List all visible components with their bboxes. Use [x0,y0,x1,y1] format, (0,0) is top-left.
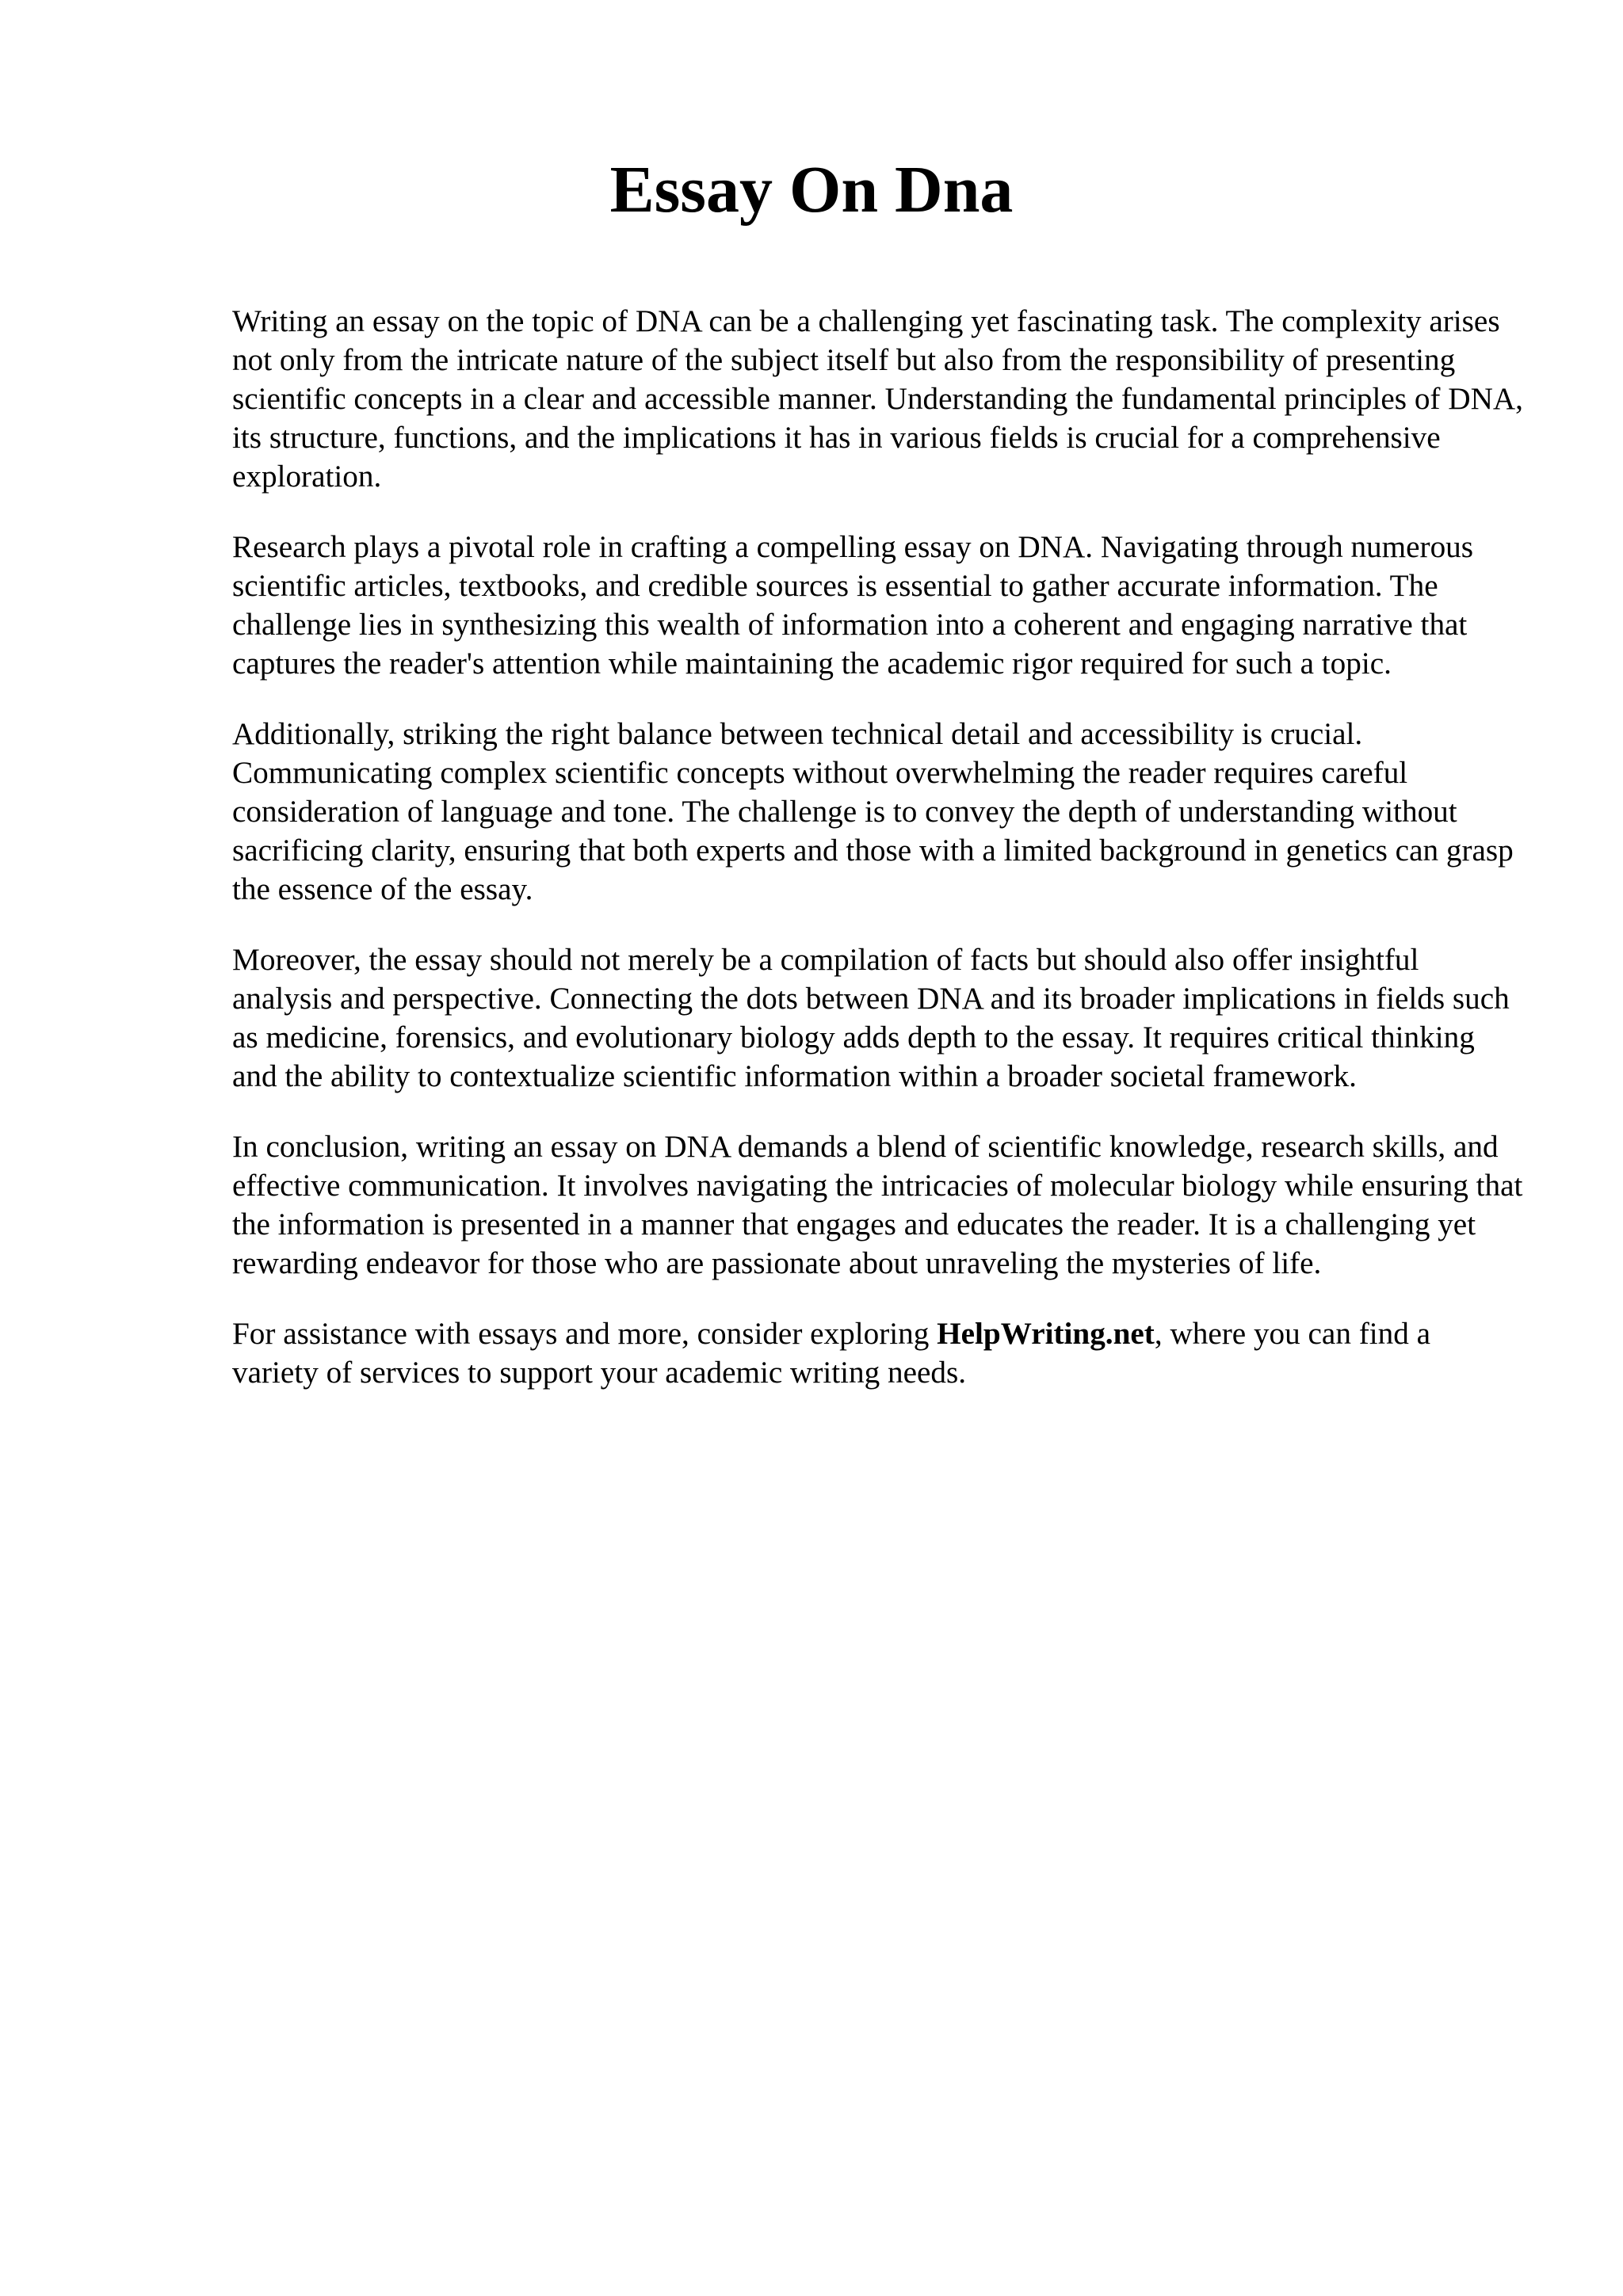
paragraph-1: Writing an essay on the topic of DNA can be a challenging yet fascinating task. The complexity arises not only from the intricate nature of the subject itself but also from the responsibility of presenting scientific concepts in a clear and accessible manner. Understanding the fundamental principles of DNA, its structure, functions, and the implications it has in various fields is crucial for a comprehensive exploration. [232,304,1523,494]
paragraph-4: Moreover, the essay should not merely be a compilation of facts but should also offer insightful analysis and perspective. Connecting the dots between DNA and its broader implications in fields such as medicine, forensics, and evolutionary biology adds depth to the essay. It requires critical thinking and the ability to contextualize scientific information within a broader societal framework. [232,943,1510,1093]
paragraph-3: Additionally, striking the right balance between technical detail and accessibility is crucial. Communicating complex scientific concepts without overwhelming the reader requires careful consideration of language and tone. The challenge is to convey the depth of understanding without sacrificing clarity, ensuring that both experts and those with a limited background in genetics can grasp the essence of the essay. [232,717,1514,906]
paragraph-5: In conclusion, writing an essay on DNA demands a blend of scientific knowledge, research skills, and effective communication. It involves navigating the intricacies of molecular biology while ensuring that the information is presented in a manner that engages and educates the reader. It is a challenging yet rewarding endeavor for those who are passionate about unraveling the mysteries of life. [232,1130,1523,1280]
paragraph-2: Research plays a pivotal role in crafting a compelling essay on DNA. Navigating through numerous scientific articles, textbooks, and credible sources is essential to gather accurate information. The challenge lies in synthesizing this wealth of information into a coherent and engaging narrative that captures the reader's attention while maintaining the academic rigor required for such a topic. [232,530,1474,681]
closing-text-before: For assistance with essays and more, consider exploring [232,1317,938,1351]
brand-name: HelpWriting.net [937,1317,1155,1351]
closing-paragraph [232,1314,1524,1392]
essay-title: Essay On Dna [609,153,1014,227]
closing-text-after: , where you can find a variety of services to support your academic writing needs. [232,1317,1431,1390]
essay-body [232,302,1524,1424]
